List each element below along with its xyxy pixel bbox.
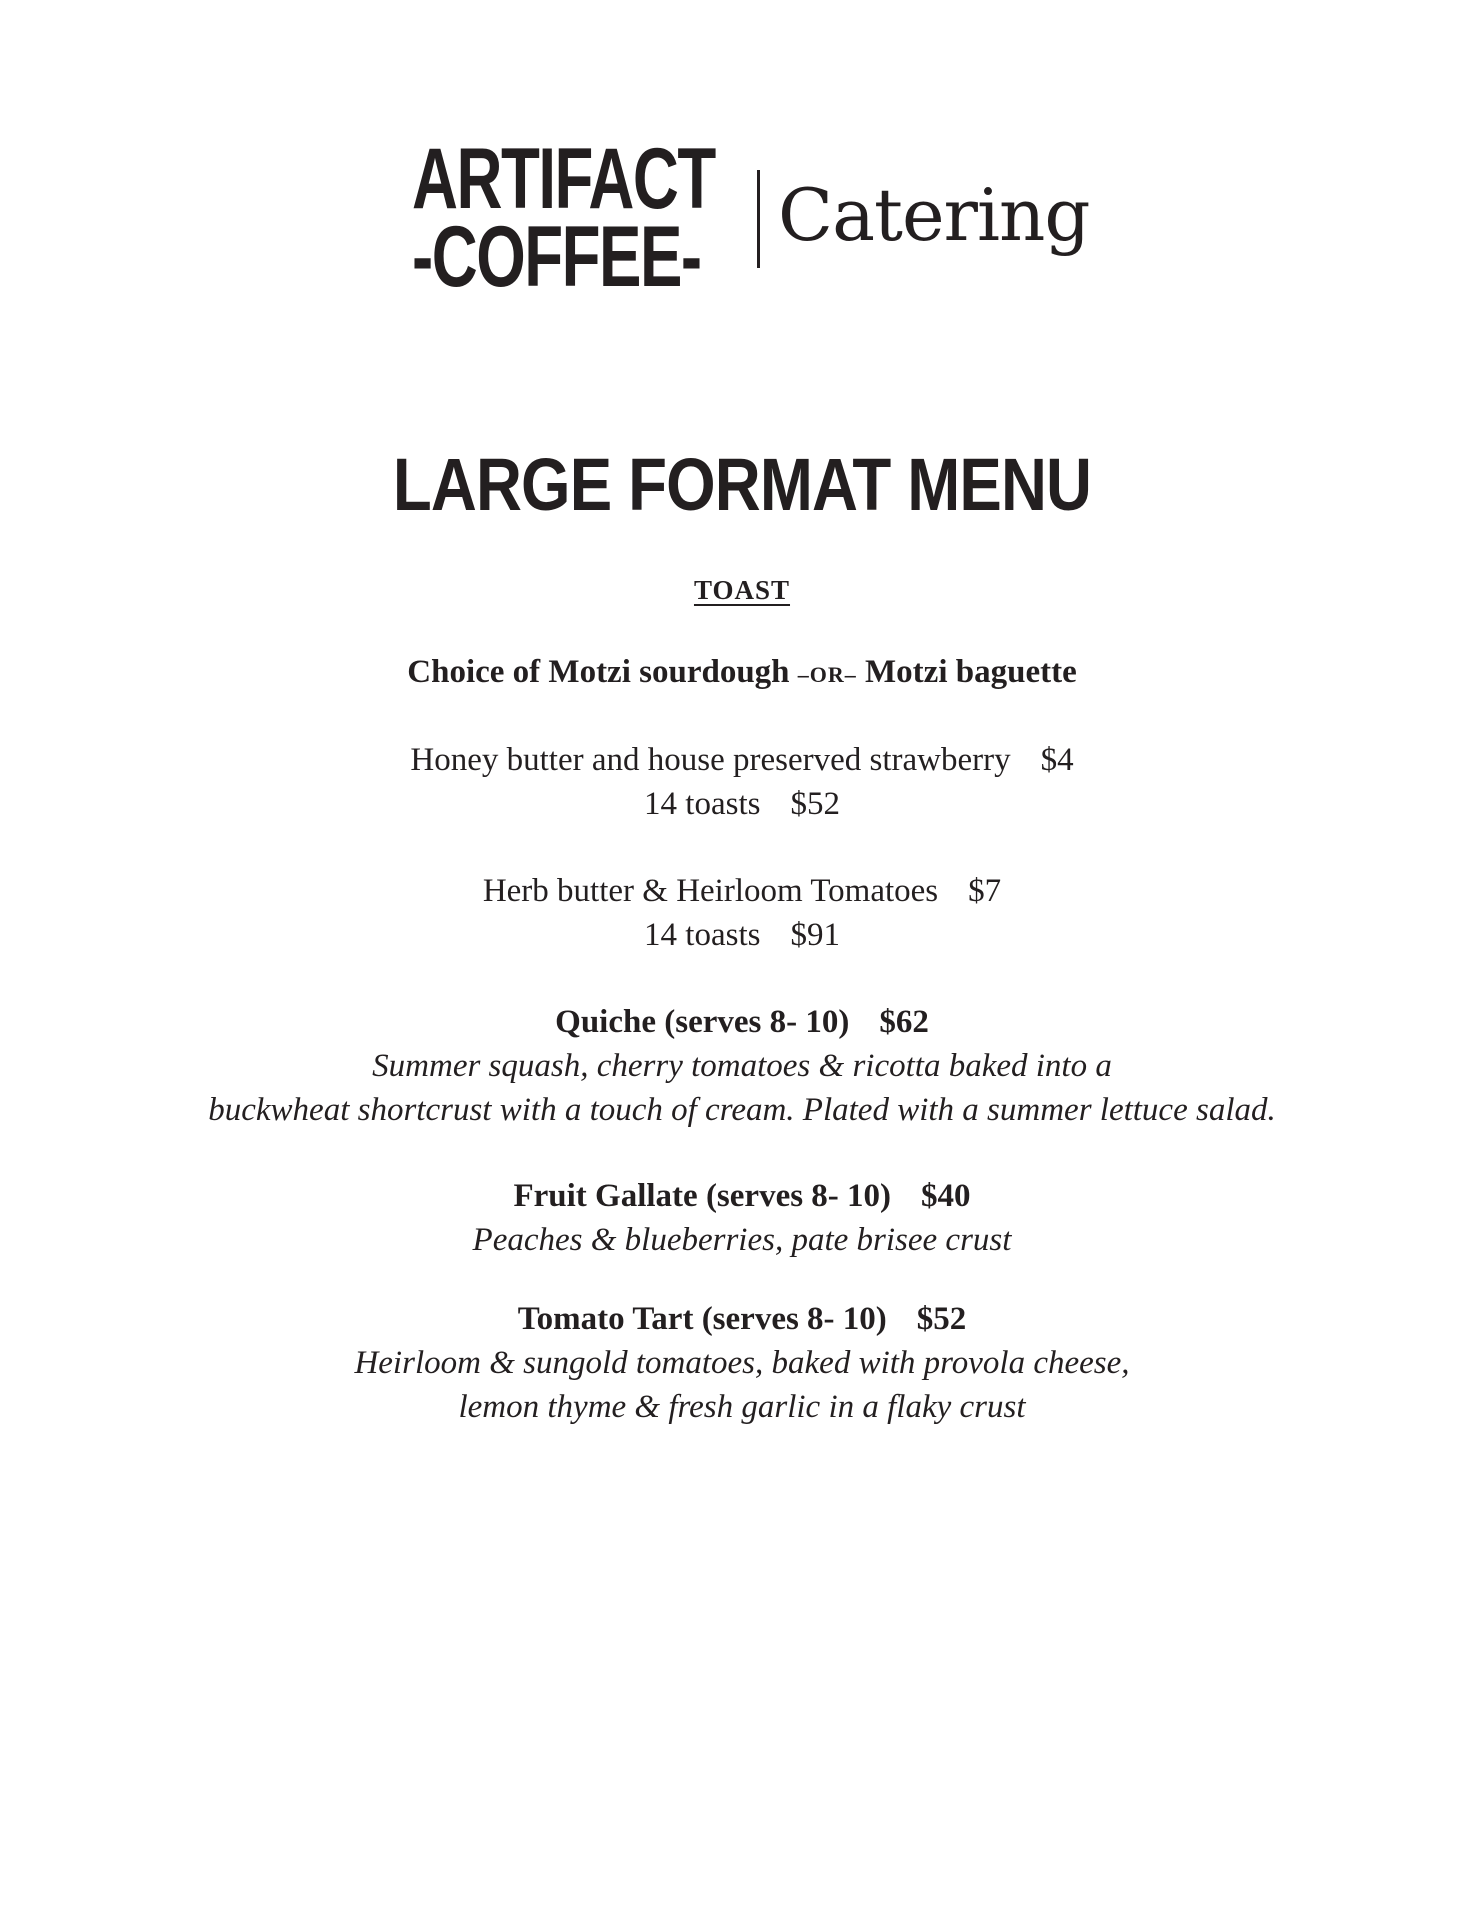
menu-item-name: Fruit Gallate bbox=[513, 1178, 698, 1214]
logo-line-2: -COFFEE- bbox=[412, 209, 701, 305]
menu-item-description: Heirloom & sungold tomatoes, baked with provola cheese, bbox=[354, 1345, 1130, 1381]
menu-item-fruit-gallate bbox=[0, 1176, 1484, 1216]
menu-item-price: $52 bbox=[916, 1301, 967, 1337]
section-heading-text: TOAST bbox=[693, 575, 791, 605]
toast-item-price: $4 bbox=[1040, 742, 1074, 778]
logo-line-1: ARTIFACT bbox=[412, 131, 715, 227]
menu-item-name: Tomato Tart bbox=[517, 1301, 694, 1337]
bread-separator: –OR– bbox=[797, 662, 857, 687]
menu-item-quiche bbox=[0, 1002, 1484, 1042]
menu-item-description: lemon thyme & fresh garlic in a flaky crust bbox=[458, 1389, 1026, 1425]
menu-item-description: Peaches & blueberries, pate brisee crust bbox=[472, 1222, 1012, 1258]
toast-bulk-price: $91 bbox=[790, 917, 840, 953]
logo-subtitle: Catering bbox=[778, 173, 1090, 257]
bread-choice bbox=[0, 652, 1484, 695]
toast-item-2 bbox=[0, 871, 1484, 911]
toast-bulk-qty: 14 toasts bbox=[644, 786, 761, 822]
menu-item-description: Summer squash, cherry tomatoes & ricotta baked into a bbox=[372, 1048, 1112, 1084]
menu-item-serves: (serves 8- 10) bbox=[705, 1178, 892, 1214]
page-title bbox=[0, 445, 1484, 525]
toast-item-1-bulk bbox=[0, 784, 1484, 824]
menu-item-name: Quiche bbox=[555, 1004, 656, 1040]
toast-item-name: Herb butter & Heirloom Tomatoes bbox=[482, 873, 939, 909]
toast-bulk-price: $52 bbox=[790, 786, 840, 822]
toast-item-1 bbox=[0, 740, 1484, 780]
bread-option-2: Motzi baguette bbox=[865, 654, 1077, 690]
menu-item-description: buckwheat shortcrust with a touch of cream. Plated with a summer lettuce salad. bbox=[208, 1092, 1276, 1128]
menu-item-price: $62 bbox=[879, 1004, 929, 1040]
logo-divider bbox=[757, 170, 760, 268]
toast-item-price: $7 bbox=[968, 873, 1002, 909]
page-title-text: LARGE FORMAT MENU bbox=[392, 443, 1092, 526]
bread-option-1: Choice of Motzi sourdough bbox=[407, 654, 790, 690]
toast-bulk-qty: 14 toasts bbox=[644, 917, 761, 953]
logo-wordmark bbox=[412, 131, 732, 305]
menu-item-serves: (serves 8- 10) bbox=[664, 1004, 850, 1040]
logo bbox=[0, 131, 1484, 310]
section-heading bbox=[0, 569, 1484, 610]
toast-item-name: Honey butter and house preserved strawberry bbox=[410, 742, 1011, 778]
toast-item-2-bulk bbox=[0, 915, 1484, 955]
menu-item-price: $40 bbox=[921, 1178, 971, 1214]
menu-item-serves: (serves 8- 10) bbox=[701, 1301, 887, 1337]
menu-item-tomato-tart bbox=[0, 1299, 1484, 1339]
